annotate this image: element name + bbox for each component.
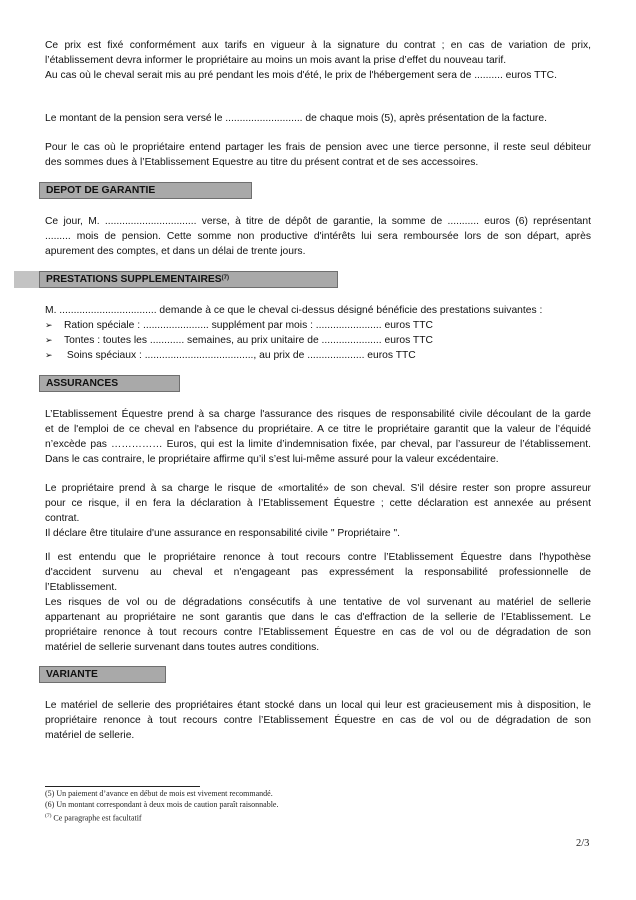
text-line: d'accident survenu au cheval et n'engageant pas expressément la responsabilité professionnelle de (45, 567, 591, 578)
arrow-bullet-icon: ➢ (45, 320, 53, 330)
text-line: matériel de sellerie. (45, 730, 135, 741)
section-header-prestations (39, 271, 338, 288)
section-title: VARIANTE (46, 669, 98, 680)
section-header-variante (39, 666, 166, 683)
prestations-list (45, 318, 591, 363)
section-header-depot (39, 182, 252, 199)
list-item-text: Ration spéciale : ....................... supplément par mois : ....................... euros TTC (64, 320, 433, 331)
depot-paragraph (45, 214, 591, 259)
prestations-intro (45, 303, 591, 318)
arrow-bullet-icon: ➢ (45, 335, 53, 345)
text-line: Au cas où le cheval serait mis au pré pendant les mois d'été, le prix de l'hébergement sera de .......... euros TTC. (45, 70, 557, 81)
footnote-ref: (7) (221, 275, 229, 281)
text-line: ......... mois de pension. Cette somme non productive d'intérêts lui sera remboursée lors de son départ, après (45, 231, 591, 242)
text-line: l’Etablissement. (45, 582, 118, 593)
footnote-5: (5) Un paiement d’avance en début de mois est vivement recommandé. (45, 789, 273, 798)
section-header-shading (14, 271, 40, 288)
text-line: appartenant au propriétaire ne sont garantis que dans le cas d'effraction de la sellerie de l’Etablissement. Le (45, 612, 591, 623)
text-line: Il est entendu que le propriétaire renonce à tout recours contre l’Etablissement Équestre dans l'hypothèse (45, 552, 591, 563)
text-line: Le propriétaire prend à sa charge le risque de «mortalité» de son cheval. S'il désire rester son propre assureur (45, 483, 591, 494)
text-line: Le matériel de sellerie des propriétaires étant stocké dans un local qui leur est gracieusement mis à disposition, le (45, 700, 591, 711)
section-title: PRESTATIONS SUPPLEMENTAIRES (46, 274, 222, 285)
text-line: Les risques de vol ou de dégradations consécutifs à une tentative de vol survenant au matériel de sellerie (45, 597, 591, 608)
text-line: et de l'emploi de ce cheval en l'absence du propriétaire. A ce titre le propriétaire garantit que la valeur de l’équidé (45, 424, 591, 435)
section-title: DEPOT DE GARANTIE (46, 185, 156, 196)
text-line: Ce jour, M. ................................ verse, à titre de dépôt de garantie, la somme de ........... euros (6) représentant (45, 216, 591, 227)
text-line: contrat. (45, 513, 80, 524)
section-header-assurances (39, 375, 180, 392)
footnote-mark: (7) (45, 813, 52, 819)
text-line: l’établissement devra informer le propriétaire au moins un mois avant la prise d’effet du nouveau tarif. (45, 55, 507, 66)
shared-fees-paragraph (45, 140, 591, 170)
variante-paragraph (45, 698, 591, 743)
assurances-paragraph-3 (45, 550, 591, 655)
text-line: matériel de sellerie survenant dans toutes autres conditions. (45, 642, 320, 653)
text-line: n’excède pas …………… Euros, qui est la limite d’indemnisation fixée, par cheval, par l’assureur de l’établissement. (45, 439, 591, 450)
text-line: propriétaire renonce à tout recours contre l’Etablissement Équestre en cas de vol ou de dégradation de son (45, 715, 591, 726)
text-line: L’Etablissement Équestre prend à sa charge l'assurance des risques de responsabilité civile découlant de la garde (45, 409, 591, 420)
text-line: Le montant de la pension sera versé le ........................... de chaque mois (5), après présentation de la facture. (45, 113, 547, 124)
list-item (45, 318, 591, 333)
section-title: ASSURANCES (46, 378, 119, 389)
assurances-paragraph-1 (45, 407, 591, 467)
text-line: des sommes dues à l’Etablissement Equestre au titre du présent contrat et de ses accessoires. (45, 157, 479, 168)
text-line: Ce prix est fixé conformément aux tarifs en vigueur à la signature du contrat ; en cas de variation de prix, (45, 40, 591, 51)
payment-paragraph (45, 111, 591, 126)
list-item-text: Tontes : toutes les ............ semaines, au prix unitaire de ..................... euros TTC (64, 335, 433, 346)
footnote-7 (45, 811, 142, 824)
list-item-text: Soins spéciaux : ......................................, au prix de .................... euros TTC (64, 350, 416, 361)
text-line: pour ce risque, il en fera la déclaration à l’Etablissement Équestre ; cette déclaration est annexée au présent (45, 498, 591, 509)
text-line: apurement des comptes, et dans un délai de trente jours. (45, 246, 306, 257)
page-number: 2/3 (576, 838, 590, 849)
text-line: M. .................................. demande à ce que le cheval ci-dessus désigné bénéficie des prestations suivantes : (45, 305, 543, 316)
footnote-text: Ce paragraphe est facultatif (51, 813, 142, 823)
footnote-6: (6) Un montant correspondant à deux mois de caution paraît raisonnable. (45, 800, 279, 809)
text-line: Il déclare être titulaire d'une assurance en responsabilité civile " Propriétaire ". (45, 528, 400, 539)
list-item (45, 348, 591, 363)
text-line: Pour le cas où le propriétaire entend partager les frais de pension avec une tierce personne, il reste seul débiteur (45, 142, 591, 153)
footnote-separator (45, 786, 200, 787)
arrow-bullet-icon: ➢ (45, 350, 53, 360)
price-paragraph (45, 38, 591, 83)
text-line: propriétaire renonce à tout recours contre l’Etablissement Équestre en cas de vol ou de dégradation de son (45, 627, 591, 638)
text-line: Dans le cas contraire, le propriétaire affirme qu’il s’est lui-même assuré pour la valeur excédentaire. (45, 454, 499, 465)
assurances-paragraph-2 (45, 481, 591, 541)
list-item (45, 333, 591, 348)
